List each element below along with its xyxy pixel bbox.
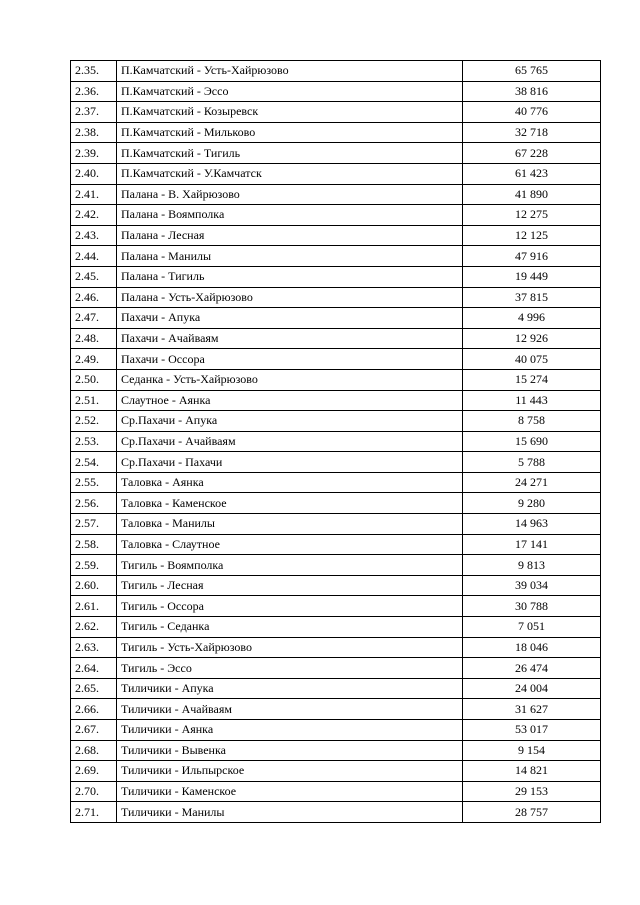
route-cell: Тигиль - Воямполка [117,555,463,576]
table-row [71,781,601,802]
row-number-cell: 2.64. [71,658,117,679]
route-cell: Тигиль - Эссо [117,658,463,679]
row-number-cell: 2.48. [71,328,117,349]
row-number-cell: 2.56. [71,493,117,514]
value-cell: 18 046 [463,637,601,658]
row-number-cell: 2.57. [71,514,117,535]
table-row [71,102,601,123]
route-cell: Палана - Манилы [117,246,463,267]
route-cell: Таловка - Слаутное [117,534,463,555]
value-cell: 12 926 [463,328,601,349]
row-number-cell: 2.58. [71,534,117,555]
route-cell: П.Камчатский - У.Камчатск [117,163,463,184]
route-cell: Таловка - Аянка [117,472,463,493]
value-cell: 28 757 [463,802,601,823]
table-row [71,534,601,555]
table-row [71,328,601,349]
row-number-cell: 2.40. [71,163,117,184]
row-number-cell: 2.46. [71,287,117,308]
row-number-cell: 2.52. [71,411,117,432]
table-body [71,61,601,823]
route-cell: Тиличики - Манилы [117,802,463,823]
row-number-cell: 2.62. [71,617,117,638]
table-row [71,143,601,164]
value-cell: 38 816 [463,81,601,102]
row-number-cell: 2.51. [71,390,117,411]
route-cell: Палана - Тигиль [117,266,463,287]
table-row [71,658,601,679]
route-cell: Пахачи - Апука [117,308,463,329]
row-number-cell: 2.65. [71,678,117,699]
route-cell: Тиличики - Апука [117,678,463,699]
value-cell: 24 271 [463,472,601,493]
route-cell: Палана - Усть-Хайрюзово [117,287,463,308]
value-cell: 65 765 [463,61,601,82]
route-cell: П.Камчатский - Эссо [117,81,463,102]
row-number-cell: 2.70. [71,781,117,802]
route-cell: П.Камчатский - Тигиль [117,143,463,164]
tariff-table [70,60,601,823]
row-number-cell: 2.67. [71,720,117,741]
row-number-cell: 2.42. [71,205,117,226]
route-cell: Палана - В. Хайрюзово [117,184,463,205]
row-number-cell: 2.66. [71,699,117,720]
route-cell: Тиличики - Ильпырское [117,761,463,782]
route-cell: Ср.Пахачи - Пахачи [117,452,463,473]
route-cell: П.Камчатский - Усть-Хайрюзово [117,61,463,82]
route-cell: Ср.Пахачи - Апука [117,411,463,432]
row-number-cell: 2.54. [71,452,117,473]
table-row [71,349,601,370]
value-cell: 7 051 [463,617,601,638]
value-cell: 40 075 [463,349,601,370]
table-row [71,225,601,246]
value-cell: 12 125 [463,225,601,246]
value-cell: 37 815 [463,287,601,308]
table-row [71,390,601,411]
row-number-cell: 2.53. [71,431,117,452]
row-number-cell: 2.44. [71,246,117,267]
value-cell: 53 017 [463,720,601,741]
value-cell: 26 474 [463,658,601,679]
row-number-cell: 2.41. [71,184,117,205]
route-cell: Тиличики - Ачайваям [117,699,463,720]
table-row [71,163,601,184]
table-row [71,287,601,308]
value-cell: 39 034 [463,575,601,596]
value-cell: 47 916 [463,246,601,267]
row-number-cell: 2.69. [71,761,117,782]
table-row [71,555,601,576]
value-cell: 29 153 [463,781,601,802]
row-number-cell: 2.60. [71,575,117,596]
value-cell: 12 275 [463,205,601,226]
table-row [71,431,601,452]
route-cell: П.Камчатский - Мильково [117,122,463,143]
value-cell: 9 813 [463,555,601,576]
row-number-cell: 2.37. [71,102,117,123]
value-cell: 31 627 [463,699,601,720]
value-cell: 40 776 [463,102,601,123]
table-row [71,514,601,535]
route-cell: Тиличики - Аянка [117,720,463,741]
value-cell: 32 718 [463,122,601,143]
row-number-cell: 2.49. [71,349,117,370]
value-cell: 30 788 [463,596,601,617]
table-row [71,699,601,720]
route-cell: Пахачи - Оссора [117,349,463,370]
route-cell: Тигиль - Седанка [117,617,463,638]
table-row [71,740,601,761]
table-row [71,575,601,596]
row-number-cell: 2.36. [71,81,117,102]
route-cell: Таловка - Каменское [117,493,463,514]
route-cell: П.Камчатский - Козыревск [117,102,463,123]
value-cell: 61 423 [463,163,601,184]
route-cell: Палана - Лесная [117,225,463,246]
table-row [71,452,601,473]
value-cell: 17 141 [463,534,601,555]
row-number-cell: 2.63. [71,637,117,658]
table-row [71,61,601,82]
route-cell: Палана - Воямполка [117,205,463,226]
row-number-cell: 2.59. [71,555,117,576]
table-row [71,596,601,617]
row-number-cell: 2.35. [71,61,117,82]
value-cell: 14 821 [463,761,601,782]
row-number-cell: 2.55. [71,472,117,493]
table-row [71,266,601,287]
value-cell: 5 788 [463,452,601,473]
route-cell: Ср.Пахачи - Ачайваям [117,431,463,452]
row-number-cell: 2.50. [71,369,117,390]
route-cell: Тигиль - Лесная [117,575,463,596]
table-row [71,637,601,658]
table-row [71,720,601,741]
row-number-cell: 2.43. [71,225,117,246]
route-cell: Тиличики - Вывенка [117,740,463,761]
route-cell: Тиличики - Каменское [117,781,463,802]
route-cell: Тигиль - Оссора [117,596,463,617]
value-cell: 67 228 [463,143,601,164]
row-number-cell: 2.68. [71,740,117,761]
table-row [71,761,601,782]
row-number-cell: 2.47. [71,308,117,329]
table-row [71,411,601,432]
route-cell: Слаутное - Аянка [117,390,463,411]
table-row [71,678,601,699]
table-row [71,184,601,205]
row-number-cell: 2.61. [71,596,117,617]
route-cell: Пахачи - Ачайваям [117,328,463,349]
table-row [71,246,601,267]
value-cell: 9 280 [463,493,601,514]
value-cell: 15 690 [463,431,601,452]
value-cell: 9 154 [463,740,601,761]
value-cell: 4 996 [463,308,601,329]
value-cell: 24 004 [463,678,601,699]
row-number-cell: 2.45. [71,266,117,287]
value-cell: 15 274 [463,369,601,390]
table-row [71,369,601,390]
table-row [71,493,601,514]
route-cell: Седанка - Усть-Хайрюзово [117,369,463,390]
value-cell: 19 449 [463,266,601,287]
row-number-cell: 2.71. [71,802,117,823]
table-row [71,472,601,493]
table-row [71,81,601,102]
value-cell: 11 443 [463,390,601,411]
row-number-cell: 2.39. [71,143,117,164]
value-cell: 8 758 [463,411,601,432]
value-cell: 14 963 [463,514,601,535]
row-number-cell: 2.38. [71,122,117,143]
table-row [71,617,601,638]
route-cell: Тигиль - Усть-Хайрюзово [117,637,463,658]
table-row [71,802,601,823]
table-row [71,205,601,226]
route-cell: Таловка - Манилы [117,514,463,535]
value-cell: 41 890 [463,184,601,205]
table-row [71,308,601,329]
table-row [71,122,601,143]
